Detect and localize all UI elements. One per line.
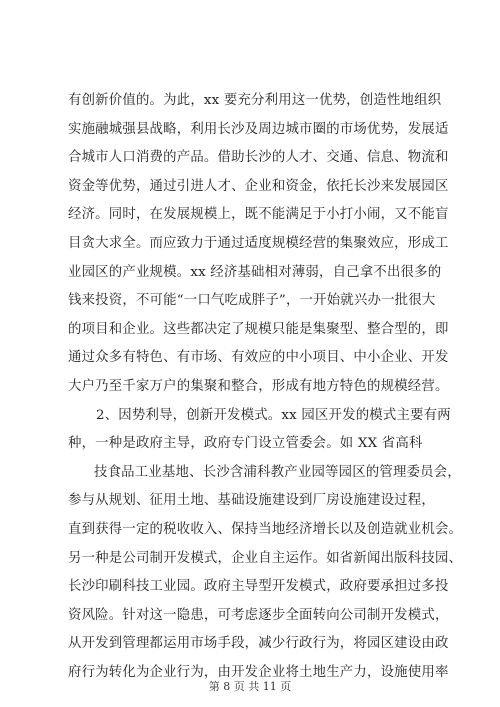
section-heading-line: 2、因势利导，创新开发模式。xx 园区开发的模式主要有两	[96, 407, 451, 423]
text-line: 另一种是公司制开发模式，企业自主运作。如省新闻出版科技园、	[68, 550, 463, 566]
text-line: 有创新价值的。为此，xx 要充分利用这一优势，创造性地组织	[68, 93, 442, 108]
text-line: 技食品工业基地、长沙含浦科教产业园等园区的管理委员会，	[94, 464, 461, 480]
text-line: 从开发到管理都运用市场手段，减少行政行为，将园区建设由政	[68, 636, 449, 652]
text-line: 府行为转化为企业行为，由开发企业将土地生产力，设施使用率	[68, 665, 449, 680]
text-line: 业园区的产业规模。xx 经济基础相对薄弱，自己拿不出很多的	[68, 264, 442, 280]
text-line: 目贪大求全。而应致力于通过适度规模经营的集聚效应，形成工	[68, 236, 449, 251]
text-line: 实施融城强县战略，利用长沙及周边城市圈的市场优势，发展适	[68, 121, 449, 137]
text-line: 直到获得一定的税收收入、保持当地经济增长以及创造就业机会。	[68, 522, 463, 537]
text-line: 长沙印刷科技工业园。政府主导型开发模式，政府要承担过多投	[68, 579, 449, 595]
text-line: 合城市人口消费的产品。借助长沙的人才、交通、信息、物流和	[68, 150, 449, 166]
text-line: 钱来投资，不可能“一口气吃成胖子”，一开始就兴办一批很大	[68, 293, 436, 309]
text-line: 经济。同时，在发展规模上，既不能满足于小打小闹，又不能盲	[68, 207, 449, 223]
text-line: 参与从规划、征用土地、基础设施建设到厂房设施建设过程，	[68, 493, 435, 509]
page-number-footer: 第 8 页 共 11 页	[208, 680, 292, 693]
text-line: 大户乃至千家万户的集聚和整合，形成有地方特色的规模经营。	[68, 379, 449, 394]
text-line: 资金等优势，通过引进人才、企业和资金，依托长沙来发展园区	[68, 178, 449, 194]
text-line: 资风险。针对这一隐患，可考虑逐步全面转向公司制开发模式，	[68, 607, 449, 623]
text-line: 通过众多有特色、有市场、有效应的中小项目、中小企业、开发	[68, 350, 449, 366]
text-line: 的项目和企业。这些都决定了规模只能是集聚型、整合型的，即	[68, 321, 449, 337]
text-line: 种，一种是政府主导，政府专门设立管委会。如 XX 省高科	[68, 436, 423, 452]
